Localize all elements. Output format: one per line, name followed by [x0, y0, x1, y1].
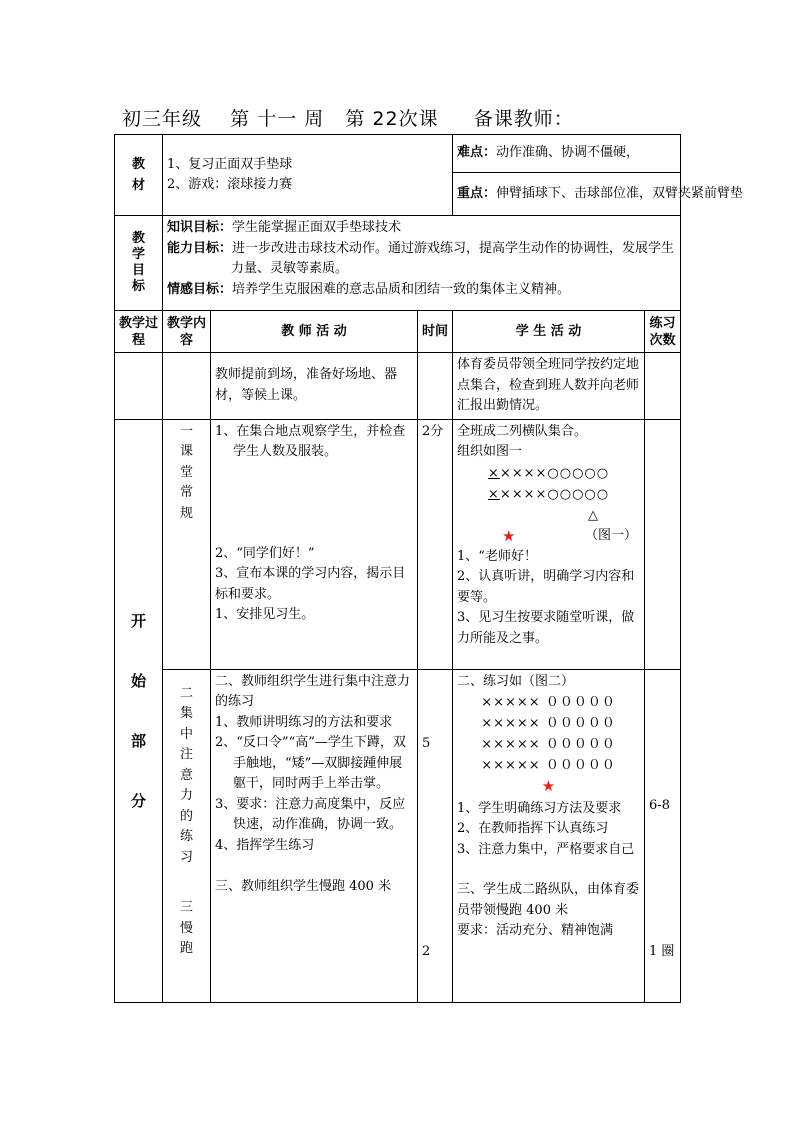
routine-content-char: 常 [179, 485, 193, 500]
time-gap [422, 672, 448, 734]
attention-time [418, 669, 453, 1002]
lesson-plan-table [114, 134, 744, 1003]
routine-content [163, 419, 211, 669]
jog-student-step: 三、学生成二路纵队，由体育委员带领慢跑 400 米 [457, 882, 640, 918]
material-items [163, 135, 453, 216]
routine-teacher-step: 2、“同学们好！” [215, 545, 315, 561]
jog-teacher: 三、教师组织学生慢跑 400 米 [215, 879, 392, 894]
attention-row [115, 669, 681, 1002]
reps-gap [649, 816, 676, 942]
formation-row-1 [457, 463, 640, 484]
prep-student: 体育委员带领全班同学按约定地点集合，检查到班人数并向老师汇报出勤情况。 [453, 353, 645, 420]
figure-1-label: （图一） [585, 527, 638, 543]
knowledge-text: 学生能掌握正面双手垫球技术 [232, 220, 402, 235]
knowledge-label: 知识目标： [167, 220, 233, 235]
material-label-char: 教 [131, 157, 145, 172]
routine-content-char: 课 [179, 444, 193, 459]
difficulty-cell [453, 135, 681, 173]
reps-gap [649, 672, 676, 796]
prep-reps [645, 353, 681, 420]
page-title: 初三年级 第 十一 周 第 22次课 备课教师： [122, 108, 574, 130]
formation-row: ××××× ０００００ [481, 737, 616, 752]
formation-marker: × [487, 465, 500, 481]
jog-content-char: 跑 [179, 941, 193, 956]
prep-teacher: 教师提前到场，准备好场地、器材，等候上课。 [211, 353, 418, 420]
key-point-cell [453, 173, 744, 216]
attention-reps [645, 669, 681, 1002]
header-student: 学 生 活 动 [453, 311, 645, 353]
attention-content-char: 意 [179, 767, 193, 783]
header-content: 教学内容 [163, 311, 211, 353]
jog-reps-value: 1 圈 [649, 944, 675, 959]
formation-row: ××××× ０００００ [481, 695, 616, 710]
prep-time [418, 353, 453, 420]
routine-student-step: 3、见习生按要求随堂听课，做力所能及之事。 [457, 610, 635, 646]
routine-time: 2分 [418, 419, 453, 669]
material-row-difficulty [115, 135, 681, 173]
column-header-row [115, 311, 681, 353]
emotion-label: 情感目标： [167, 281, 233, 297]
objectives-label [115, 216, 163, 311]
formation-row-2 [457, 484, 640, 505]
key-point-text: 伸臂插球下、击球部位准，双臂夹紧前臂垫 [496, 185, 744, 201]
prep-row [115, 353, 681, 420]
section-label-char: 始 [130, 671, 146, 690]
routine-reps [645, 419, 681, 669]
attention-content-char: 二 [179, 685, 193, 701]
section-label-char: 部 [130, 731, 146, 750]
routine-student [453, 419, 645, 669]
jog-content-char: 三 [179, 900, 193, 915]
attention-teacher-step: 二、教师组织学生进行集中注意力的练习 [215, 673, 411, 709]
routine-teacher [211, 419, 418, 669]
teacher-gap [215, 856, 413, 877]
knowledge-objective [167, 218, 676, 239]
attention-content-char: 练 [179, 829, 193, 844]
content-gap [167, 868, 206, 898]
attention-content-char: 的 [179, 808, 193, 824]
star-icon: ★ [502, 526, 516, 545]
attention-student [453, 669, 645, 1002]
header-teacher: 教 师 活 动 [211, 311, 418, 353]
formation-positions: ××××○○○○○ [499, 465, 610, 481]
attention-content-char: 中 [179, 726, 193, 742]
prep-content [163, 353, 211, 420]
attention-teacher-step: 4、指挥学生练习 [215, 837, 315, 853]
emotion-objective [167, 280, 676, 301]
material-label-char: 材 [131, 178, 145, 193]
attention-teacher-step: 2、“反口令”“高”—学生下蹲，双手触地，“矮”—双脚接踵伸展躯干，同时两手上举击掌。 [215, 735, 406, 791]
prep-process [115, 353, 163, 420]
routine-student-step: 全班成二列横队集合。 [457, 423, 588, 439]
section-label-char: 开 [130, 611, 146, 630]
emotion-text: 培养学生克服困难的意志品质和团结一致的集体主义精神。 [232, 281, 571, 297]
objectives-content [163, 216, 681, 311]
jog-content-char: 慢 [179, 920, 193, 936]
objectives-label-char: 标 [131, 279, 145, 294]
ability-objective [167, 239, 676, 280]
attention-content-char: 注 [179, 747, 193, 762]
attention-student-step: 1、学生明确练习方法及要求 [457, 800, 622, 816]
attention-student-step: 二、练习如（图二） [457, 673, 575, 689]
objectives-label-char: 学 [131, 247, 145, 262]
routine-teacher-step: 3、宣布本课的学习内容，揭示目标和要求。 [215, 566, 406, 602]
attention-student-step: 3、注意力集中，严格要求自己 [457, 841, 635, 857]
routine-student-step: 组织如图一 [457, 444, 523, 459]
attention-content-char: 习 [179, 849, 193, 865]
routine-row [115, 419, 681, 669]
objectives-row [115, 216, 681, 311]
attention-time-value: 5 [422, 735, 431, 751]
formation-row: ××××× ０００００ [481, 758, 616, 773]
teacher-position [457, 776, 640, 799]
key-point-label: 重点： [457, 185, 497, 201]
section-label-char: 分 [130, 791, 146, 810]
header-reps: 练习次数 [645, 311, 681, 353]
ability-label: 能力目标： [167, 240, 233, 256]
header-process: 教学过程 [115, 311, 163, 353]
attention-content [163, 669, 211, 1002]
teacher-triangle-icon: △ [588, 507, 600, 523]
section-label [115, 419, 163, 1002]
difficulty-text: 动作准确、协调不僵硬， [496, 145, 640, 161]
formation-marker: × [487, 486, 500, 502]
routine-content-char: 堂 [179, 464, 193, 480]
student-gap [457, 860, 640, 880]
material-item: 2、游戏：滚球接力赛 [167, 177, 293, 192]
attention-content-char: 集 [179, 706, 193, 721]
formation-row: ××××× ０００００ [481, 716, 616, 731]
routine-teacher-step: 1、安排见习生。 [215, 607, 315, 622]
formation-positions: ××××○○○○○ [499, 486, 610, 502]
figure-1-row [457, 526, 640, 547]
attention-student-step: 2、在教师指挥下认真练习 [457, 821, 609, 836]
objectives-label-char: 教 [131, 231, 145, 246]
routine-teacher-step: 1、在集合地点观察学生，并检查学生人数及服装。 [215, 423, 406, 459]
attention-teacher-step: 3、要求：注意力高度集中，反应快速，动作准确，协调一致。 [215, 796, 406, 832]
ability-text: 进一步改进击球技术动作。通过游戏练习，提高学生动作的协调性，发展学生力量、灵敏等素质。 [231, 240, 675, 276]
attention-teacher [211, 669, 418, 1002]
material-label [115, 135, 163, 216]
objectives-label-char: 目 [131, 263, 145, 278]
time-gap [422, 754, 448, 942]
attention-reps-value: 6-8 [649, 797, 670, 813]
attention-content-char: 力 [179, 788, 193, 803]
routine-student-step: 1、“老师好！ [457, 548, 537, 564]
difficulty-label: 难点： [457, 145, 497, 161]
routine-teacher-gap [215, 463, 413, 544]
routine-content-char: 一 [179, 423, 193, 439]
header-time: 时间 [418, 311, 453, 353]
jog-student-step: 要求：活动充分、精神饱满 [457, 923, 614, 938]
routine-student-step: 2、认真听讲，明确学习内容和要等。 [457, 569, 635, 605]
attention-teacher-step: 1、教师讲明练习的方法和要求 [215, 714, 393, 730]
material-item: 1、复习正面双手垫球 [167, 156, 293, 172]
star-icon: ★ [541, 777, 556, 795]
routine-content-char: 规 [179, 505, 193, 521]
jog-time-value: 2 [422, 944, 431, 959]
